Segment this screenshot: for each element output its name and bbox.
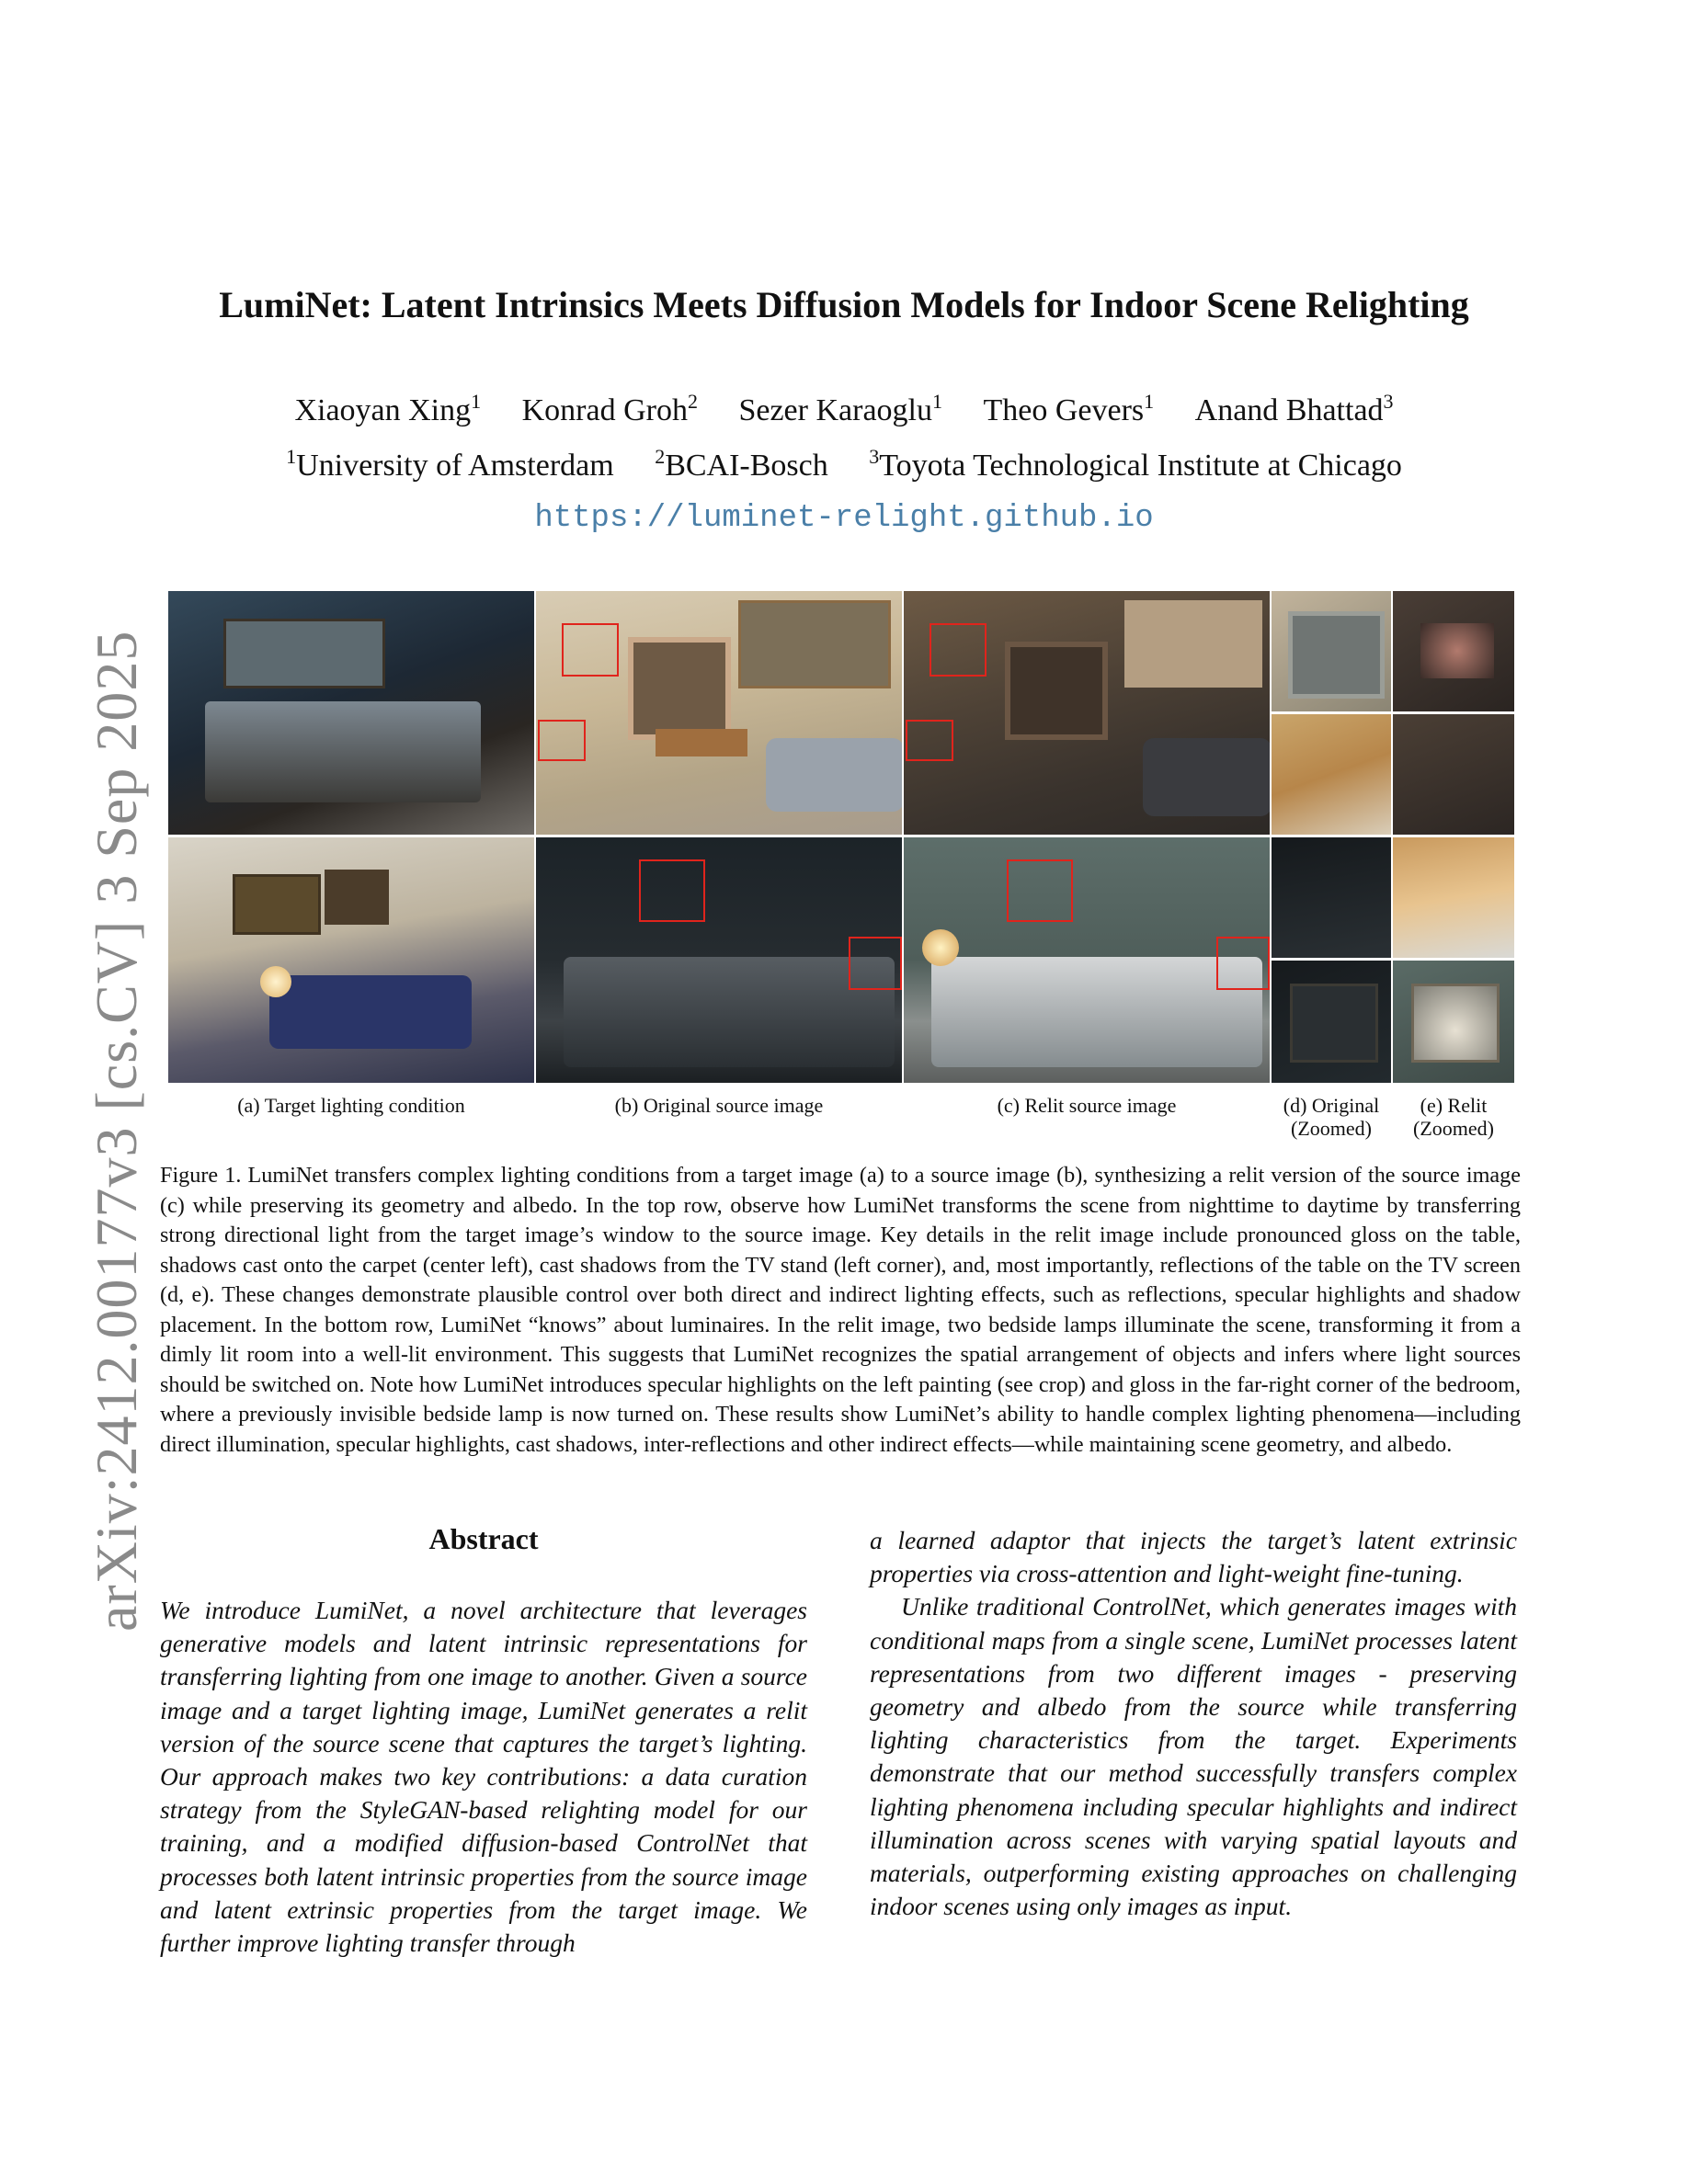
subcaption-b: (b) Original source image (614, 1094, 824, 1117)
affiliation-list (0, 445, 1688, 483)
crop-relit-tv (1393, 591, 1514, 711)
photo-target-livingroom (168, 837, 534, 1083)
affiliation: $^2$BCAI-Bosch (655, 445, 828, 483)
abstract-paragraph: a learned adaptor that injects the target’s latent extrinsic properties via cross-attention and light-weight fine-tuning. (870, 1526, 1517, 1588)
affiliation: $^1$University of Amsterdam (286, 445, 614, 483)
author: Sezer Karaoglu$^1$ (738, 390, 942, 427)
subcaption-d: (d) Original (Zoomed) (1283, 1094, 1380, 1140)
paper-title: LumiNet: Latent Intrinsics Meets Diffusion Models for Indoor Scene Relighting (219, 284, 1469, 325)
abstract-paragraph: Unlike traditional ControlNet, which generates images with conditional maps from a single scene, LumiNet processes latent representations from two different images - preserving geometry and albedo from the source while transferring lighting characteristics from the target. Experiments demonstrate that our method successfully transfers complex lighting phenomena including specular highlights and indirect illumination across scenes with varying spatial layouts and materials, outperforming existing approaches on challenging indoor scenes using only images as input. (870, 1592, 1517, 1921)
abstract-left-column (160, 1594, 807, 1960)
abstract-paragraph: We introduce LumiNet, a novel architecture that leverages generative models and latent intrinsic representations for transferring lighting from one image to another. Given a source image and a target lighting image, LumiNet generates a relit version of the source scene that captures the target’s lighting. Our approach makes two key contributions: a data curation strategy from the StyleGAN-based relighting model for our training, and a modified diffusion-based ControlNet that processes both latent intrinsic properties from the source image and latent extrinsic properties from the target image. We further improve lighting transfer through (160, 1596, 807, 1958)
subcaption-a: (a) Target lighting condition (237, 1094, 465, 1117)
photo-source-livingroom (536, 591, 902, 835)
arxiv-id: arXiv:2412.00177v3 [cs.CV] 3 Sep 2025 (84, 630, 149, 1632)
crop-relit-stand (1393, 714, 1514, 835)
figure-caption: Figure 1. LumiNet transfers complex lighting conditions from a target image (a) to a source image (b), synthesizing a relit version of the source image (c) while preserving its geometry and albedo. In the top row, observe how LumiNet transforms the scene from nighttime to daytime by transferring strong directional light from the target image’s window to the source image. Key details in the relit image include pronounced gloss on the table, shadows cast onto the carpet (center left), cast shadows from the TV stand (left corner), and, most importantly, reflections of the table on the TV screen (d, e). These changes demonstrate plausible control over both direct and indirect lighting effects, such as reflections, specular highlights and shadow placement. In the bottom row, LumiNet “knows” about luminaires. In the relit image, two bedside lamps illuminate the scene, transforming it from a dimly lit room into a well-lit environment. This suggests that LumiNet recognizes the spatial arrangement of objects and infers where light sources should be switched on. Note how LumiNet introduces specular highlights on the left painting (see crop) and gloss in the far-right corner of the bedroom, where a previously invisible bedside lamp is now turned on. These results show LumiNet’s ability to handle complex lighting phenomena—including direct illumination, specular highlights, cast shadows, inter-reflections and other indirect effects—while maintaining scene geometry, and albedo. (160, 1163, 1521, 1457)
author: Theo Gevers$^1$ (983, 390, 1155, 427)
author: Konrad Groh$^2$ (521, 390, 698, 427)
photo-target-bedroom (168, 591, 534, 835)
author: Xiaoyan Xing$^1$ (294, 390, 482, 427)
author-list (0, 390, 1688, 428)
abstract-right-column (870, 1524, 1517, 1923)
subcaption-c: (c) Relit source image (997, 1094, 1177, 1117)
teaser-figure (168, 591, 1514, 1083)
photo-relit-livingroom (904, 591, 1270, 835)
photo-relit-bedroom (904, 837, 1270, 1083)
crop-original-stand (1272, 714, 1391, 835)
photo-source-bedroom (536, 837, 902, 1083)
crop-original-tv (1272, 591, 1391, 711)
affiliation: $^3$Toyota Technological Institute at Chicago (869, 445, 1402, 483)
crop-original-painting (1272, 961, 1391, 1083)
crop-relit-corner (1393, 837, 1514, 958)
subcaption-e: (e) Relit (Zoomed) (1413, 1094, 1494, 1140)
crop-original-corner (1272, 837, 1391, 958)
crop-relit-painting (1393, 961, 1514, 1083)
abstract-heading: Abstract (428, 1522, 539, 1555)
arxiv-stamp (0, 0, 149, 1632)
author: Anand Bhattad$^3$ (1194, 390, 1394, 427)
project-url[interactable]: https://luminet-relight.github.io (534, 501, 1154, 536)
